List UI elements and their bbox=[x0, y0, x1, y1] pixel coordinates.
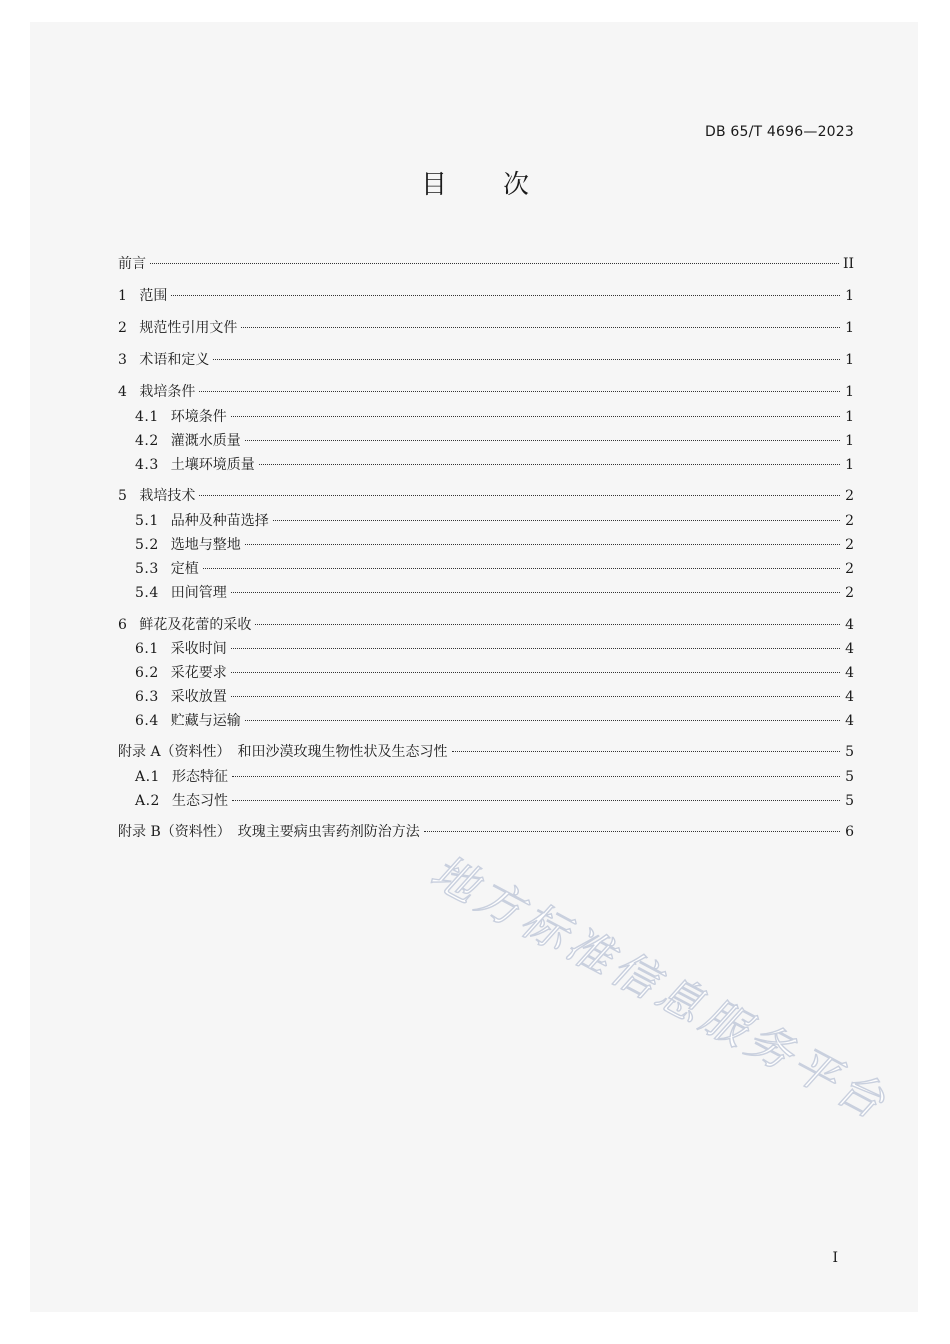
toc-entry-2[interactable] bbox=[118, 318, 854, 338]
dot-leader bbox=[273, 520, 840, 521]
toc-entry-title: 术语和定义 bbox=[139, 352, 210, 368]
toc-entry-title: 贮藏与运输 bbox=[170, 713, 241, 729]
toc-section-number: 4.1 bbox=[135, 409, 159, 425]
toc-entry-title: 附录 B（资料性） 玫瑰主要病虫害药剂防治方法 bbox=[118, 824, 420, 840]
toc-page-number: 1 bbox=[845, 433, 854, 449]
dot-leader bbox=[171, 295, 840, 296]
toc-entry-5-3[interactable] bbox=[135, 559, 854, 579]
toc-section-number: 2 bbox=[118, 320, 128, 336]
toc-entry-title: 前言 bbox=[118, 256, 146, 272]
toc-entry-6[interactable] bbox=[118, 615, 854, 635]
dot-leader bbox=[231, 592, 840, 593]
dot-leader bbox=[259, 464, 840, 465]
toc-entry-4-1[interactable] bbox=[135, 407, 854, 427]
toc-entry-6-3[interactable] bbox=[135, 687, 854, 707]
toc-entry-5-1[interactable] bbox=[135, 511, 854, 531]
toc-page-number: 2 bbox=[845, 537, 854, 553]
toc-entry-title: 鲜花及花蕾的采收 bbox=[139, 617, 252, 633]
toc-page-number: 2 bbox=[845, 488, 854, 504]
toc-section-number: 4.2 bbox=[135, 433, 159, 449]
toc-entry-title: 采收时间 bbox=[170, 641, 227, 657]
standard-code: DB 65/T 4696—2023 bbox=[704, 124, 854, 140]
dot-leader bbox=[231, 416, 840, 417]
toc-entry-title: 形态特征 bbox=[171, 769, 228, 785]
toc-page-number: 1 bbox=[845, 288, 854, 304]
toc-entry-title: 栽培条件 bbox=[139, 384, 196, 400]
toc-page-number: 1 bbox=[845, 352, 854, 368]
toc-entry-title: 范围 bbox=[139, 288, 168, 304]
toc-entry-title: 环境条件 bbox=[170, 409, 227, 425]
dot-leader bbox=[452, 751, 840, 752]
dot-leader bbox=[199, 391, 840, 392]
toc-section-number: A.1 bbox=[135, 769, 160, 785]
toc-page-number: 1 bbox=[845, 320, 854, 336]
toc-page-number: 1 bbox=[845, 384, 854, 400]
toc-page-number: 4 bbox=[845, 665, 854, 681]
title-char-2: 次 bbox=[503, 170, 530, 200]
toc-page-number: 5 bbox=[845, 769, 854, 785]
toc-section-number: 6.1 bbox=[135, 641, 159, 657]
toc-entry-title: 灌溉水质量 bbox=[170, 433, 241, 449]
toc-section-number: 1 bbox=[118, 288, 128, 304]
toc-page-number: 5 bbox=[845, 793, 854, 809]
dot-leader bbox=[245, 440, 840, 441]
toc-entry-4-2[interactable] bbox=[135, 431, 854, 451]
toc-entry-title: 采花要求 bbox=[170, 665, 227, 681]
page-title bbox=[0, 164, 950, 201]
toc-entry-appendix-b[interactable] bbox=[118, 822, 854, 842]
toc-entry-title: 品种及种苗选择 bbox=[170, 513, 269, 529]
dot-leader bbox=[232, 776, 840, 777]
toc-section-number: 4 bbox=[118, 384, 128, 400]
toc-page-number: 4 bbox=[845, 641, 854, 657]
toc-section-number: 6.4 bbox=[135, 713, 159, 729]
toc-entry-4-3[interactable] bbox=[135, 455, 854, 475]
toc-entry-title: 生态习性 bbox=[171, 793, 228, 809]
toc-section-number: 5.4 bbox=[135, 585, 159, 601]
toc-entry-title: 规范性引用文件 bbox=[139, 320, 238, 336]
toc-entry-6-1[interactable] bbox=[135, 639, 854, 659]
toc-section-number: 5.3 bbox=[135, 561, 159, 577]
toc-page-number: II bbox=[842, 256, 854, 272]
toc-entry-5-2[interactable] bbox=[135, 535, 854, 555]
toc-page-number: 2 bbox=[845, 585, 854, 601]
toc-page-number: 1 bbox=[845, 457, 854, 473]
dot-leader bbox=[231, 672, 840, 673]
toc-entry-title: 土壤环境质量 bbox=[170, 457, 255, 473]
toc-page-number: 2 bbox=[845, 513, 854, 529]
toc-entry-appendix-a[interactable] bbox=[118, 742, 854, 762]
toc-entry-title: 栽培技术 bbox=[139, 488, 196, 504]
toc-page-number: 6 bbox=[845, 824, 854, 840]
dot-leader bbox=[231, 648, 840, 649]
dot-leader bbox=[424, 831, 840, 832]
toc-entry-6-4[interactable] bbox=[135, 711, 854, 731]
toc-entry-foreword[interactable] bbox=[118, 254, 854, 274]
title-char-1: 目 bbox=[420, 170, 447, 200]
toc-section-number: 5 bbox=[118, 488, 128, 504]
toc-page-number: 2 bbox=[845, 561, 854, 577]
dot-leader bbox=[231, 696, 840, 697]
toc-page-number: 4 bbox=[845, 713, 854, 729]
toc-section-number: 6.3 bbox=[135, 689, 159, 705]
toc-entry-5[interactable] bbox=[118, 486, 854, 506]
dot-leader bbox=[245, 544, 840, 545]
dot-leader bbox=[203, 568, 840, 569]
dot-leader bbox=[245, 720, 840, 721]
toc-entry-title: 附录 A（资料性） 和田沙漠玫瑰生物性状及生态习性 bbox=[118, 744, 448, 760]
toc-entry-title: 采收放置 bbox=[170, 689, 227, 705]
toc-section-number: A.2 bbox=[135, 793, 160, 809]
dot-leader bbox=[150, 263, 839, 264]
toc-page-number: 4 bbox=[845, 689, 854, 705]
toc-section-number: 5.2 bbox=[135, 537, 159, 553]
dot-leader bbox=[241, 327, 840, 328]
toc-entry-6-2[interactable] bbox=[135, 663, 854, 683]
watermark: 地方标准信息服务平台 bbox=[422, 844, 898, 1132]
toc-entry-title: 田间管理 bbox=[170, 585, 227, 601]
toc-entry-4[interactable] bbox=[118, 382, 854, 402]
toc-section-number: 5.1 bbox=[135, 513, 159, 529]
dot-leader bbox=[213, 359, 840, 360]
toc-section-number: 6.2 bbox=[135, 665, 159, 681]
toc-entry-3[interactable] bbox=[118, 350, 854, 370]
dot-leader bbox=[199, 495, 840, 496]
toc-entry-title: 定植 bbox=[170, 561, 199, 577]
toc-entry-a-2[interactable] bbox=[135, 791, 854, 811]
dot-leader bbox=[232, 800, 840, 801]
page-number: I bbox=[832, 1250, 838, 1266]
toc-page-number: 5 bbox=[845, 744, 854, 760]
toc-section-number: 4.3 bbox=[135, 457, 159, 473]
toc-section-number: 6 bbox=[118, 617, 128, 633]
toc-entry-title: 选地与整地 bbox=[170, 537, 241, 553]
toc-entry-a-1[interactable] bbox=[135, 767, 854, 787]
toc-entry-5-4[interactable] bbox=[135, 583, 854, 603]
toc-page-number: 4 bbox=[845, 617, 854, 633]
toc-entry-1[interactable] bbox=[118, 286, 854, 306]
toc-section-number: 3 bbox=[118, 352, 128, 368]
toc-page-number: 1 bbox=[845, 409, 854, 425]
dot-leader bbox=[255, 624, 840, 625]
